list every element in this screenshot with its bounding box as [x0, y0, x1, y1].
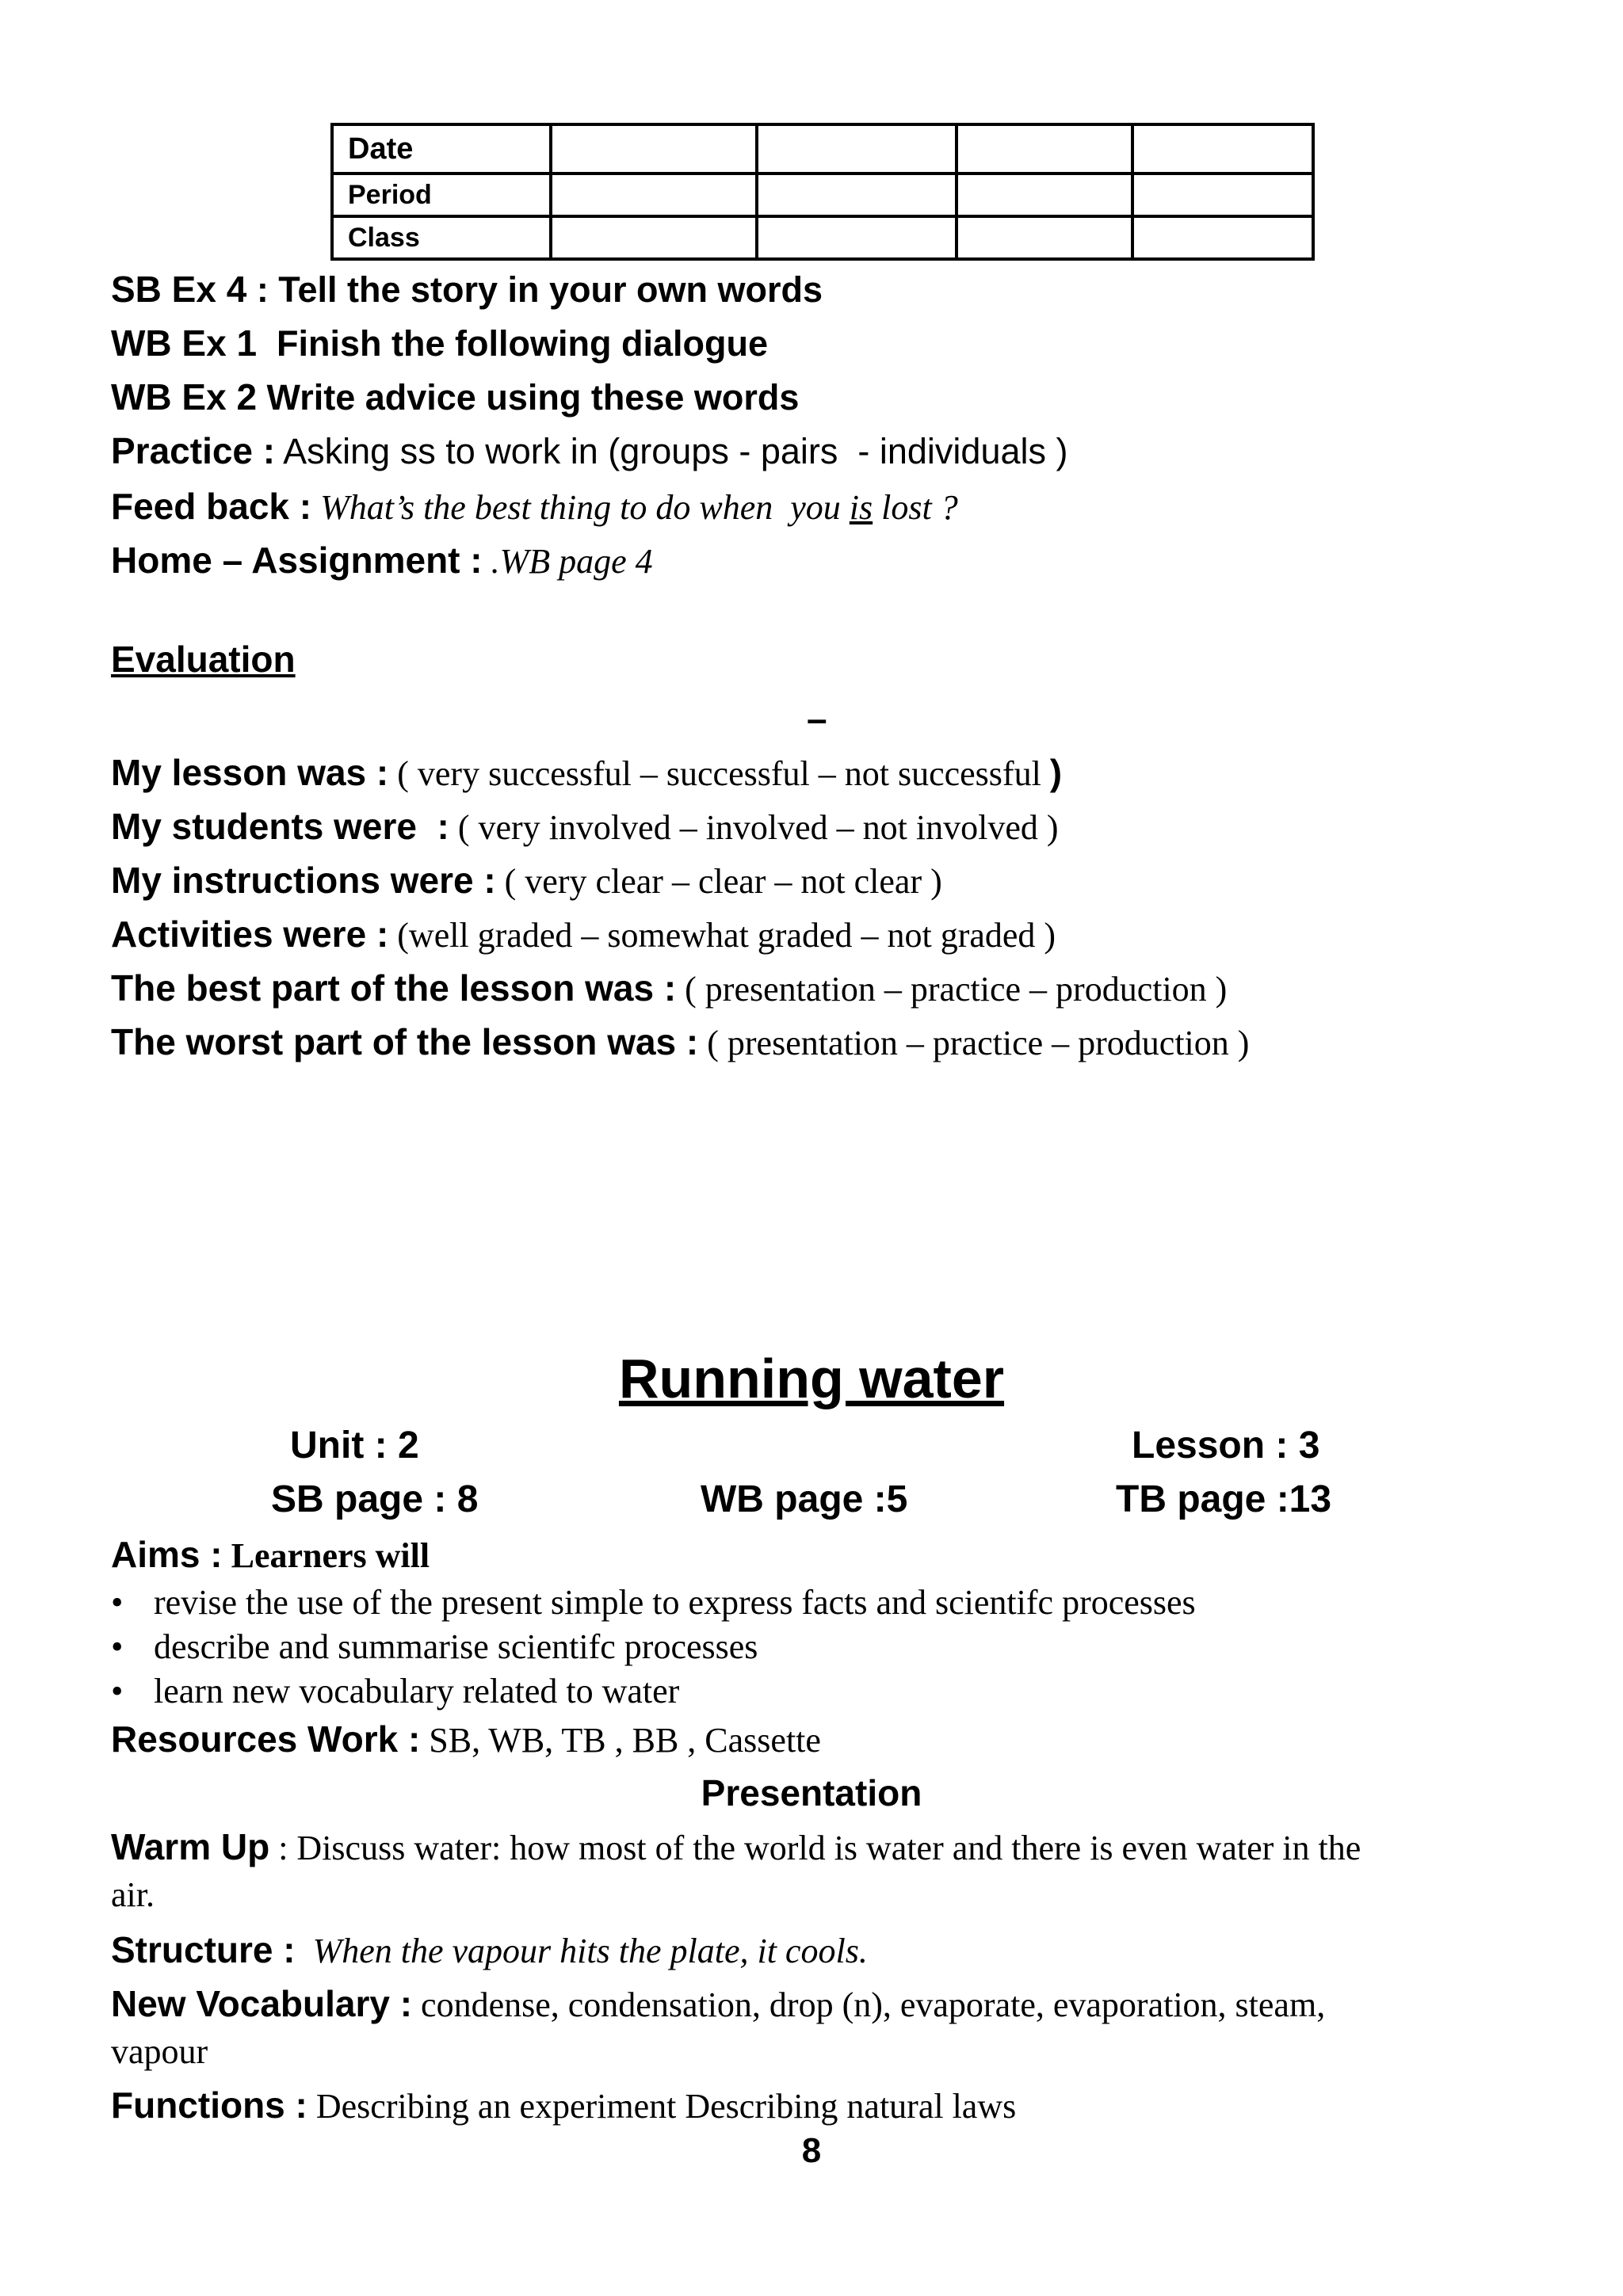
resources-label: Resources Work :	[111, 1718, 421, 1760]
period-cell	[957, 174, 1132, 216]
wb-ex2-text: Write advice using these words	[257, 377, 800, 418]
eval-label: My lesson was :	[111, 752, 389, 793]
eval-options: ( very clear – clear – not clear )	[495, 862, 942, 901]
class-cell	[551, 216, 757, 259]
date-cell	[551, 124, 757, 174]
eval-label: The best part of the lesson was :	[111, 967, 677, 1009]
header-table	[330, 123, 1315, 261]
wb-ex2-label: WB Ex 2	[111, 376, 258, 418]
feedback-text-a: What’s the best thing to do when you	[311, 488, 850, 527]
aims-bullet-text: describe and summarise scientifc processes	[154, 1627, 758, 1666]
functions-line	[111, 2084, 1016, 2126]
feedback-label: Feed back :	[111, 486, 312, 527]
sb-ex4-label: SB Ex 4	[111, 269, 247, 310]
period-label: Period	[332, 174, 551, 216]
aims-bullet-text: revise the use of the present simple to express facts and scientifc processes	[154, 1583, 1196, 1622]
eval-label: Activities were :	[111, 913, 389, 955]
home-assignment-label: Home – Assignment :	[111, 540, 483, 581]
warmup-text: : Discuss water: how most of the world is water and there is even water in the	[269, 1829, 1361, 1867]
wb-ex2-line	[111, 376, 799, 418]
date-cell	[757, 124, 957, 174]
period-cell	[1132, 174, 1313, 216]
eval-label: The worst part of the lesson was :	[111, 1021, 699, 1062]
feedback-line	[111, 485, 958, 528]
structure-label: Structure :	[111, 1929, 296, 1970]
practice-line	[111, 429, 1068, 472]
eval-item	[111, 1020, 1249, 1063]
tb-page: TB page :13	[1116, 1478, 1332, 1520]
sb-page: SB page : 8	[271, 1478, 479, 1520]
feedback-text-b: lost ?	[873, 488, 958, 527]
class-label: Class	[332, 216, 551, 259]
eval-options: ( presentation – practice – production )	[698, 1024, 1250, 1062]
period-cell	[757, 174, 957, 216]
wb-page: WB page :5	[701, 1478, 908, 1520]
period-cell	[551, 174, 757, 216]
functions-label: Functions :	[111, 2084, 307, 2126]
aims-bullet: • describe and summarise scientifc processes	[111, 1627, 758, 1666]
aims-bullet: • learn new vocabulary related to water	[111, 1672, 680, 1711]
presentation-heading: Presentation	[701, 1772, 922, 1814]
practice-label: Practice :	[111, 430, 276, 471]
date-cell	[957, 124, 1132, 174]
evaluation-heading: Evaluation	[111, 639, 296, 680]
eval-label: My students were :	[111, 806, 449, 847]
date-label: Date	[332, 124, 551, 174]
aims-text: Learners will	[222, 1536, 430, 1575]
eval-options: (well graded – somewhat graded – not graded )	[388, 916, 1056, 955]
eval-item	[111, 751, 1062, 794]
wb-ex1-line	[111, 322, 768, 364]
structure-line	[111, 1928, 868, 1971]
eval-item	[111, 967, 1227, 1009]
vocabulary-line	[111, 1982, 1325, 2025]
eval-label: My instructions were :	[111, 860, 496, 901]
home-assignment-line	[111, 539, 653, 582]
evaluation-dash: –	[807, 698, 827, 739]
eval-item	[111, 913, 1056, 955]
class-cell	[757, 216, 957, 259]
resources-line	[111, 1718, 821, 1760]
lesson-title: Running water	[618, 1348, 1005, 1409]
wb-ex1-label: WB Ex 1	[111, 322, 258, 364]
practice-text: Asking ss to work in (groups - pairs - individuals )	[275, 431, 1068, 471]
aims-bullet: • revise the use of the present simple to express facts and scientifc processes	[111, 1583, 1196, 1622]
eval-options: ( presentation – practice – production )	[676, 970, 1228, 1009]
resources-text: SB, WB, TB , BB , Cassette	[420, 1721, 821, 1760]
eval-options: ( very successful – successful – not successful	[388, 754, 1050, 793]
sb-ex4-line	[111, 268, 823, 311]
date-cell	[1132, 124, 1313, 174]
vocabulary-text-continued: vapour	[111, 2032, 208, 2071]
class-cell	[1132, 216, 1313, 259]
eval-item	[111, 859, 942, 902]
eval-item	[111, 805, 1059, 848]
class-cell	[957, 216, 1132, 259]
page-number: 8	[801, 2131, 822, 2170]
warmup-line	[111, 1825, 1361, 1868]
aims-line	[111, 1533, 430, 1576]
unit-label: Unit : 2	[290, 1425, 419, 1466]
functions-text: Describing an experiment Describing natural laws	[307, 2087, 1017, 2126]
aims-bullet-text: learn new vocabulary related to water	[154, 1672, 680, 1711]
eval-close-paren: )	[1049, 752, 1063, 793]
lesson-number: Lesson : 3	[1132, 1425, 1320, 1466]
sb-ex4-text: : Tell the story in your own words	[246, 269, 823, 310]
vocabulary-text: condense, condensation, drop (n), evaporate, evaporation, steam,	[412, 1985, 1326, 2024]
eval-options: ( very involved – involved – not involved )	[449, 808, 1059, 847]
home-assignment-text: .WB page 4	[482, 542, 653, 581]
structure-text: When the vapour hits the plate, it cools.	[295, 1932, 868, 1970]
warmup-label: Warm Up	[111, 1826, 270, 1867]
feedback-text-underlined: is	[849, 488, 873, 527]
aims-label: Aims :	[111, 1534, 223, 1575]
wb-ex1-text: Finish the following dialogue	[257, 323, 769, 364]
warmup-text-continued: air.	[111, 1875, 155, 1914]
vocabulary-label: New Vocabulary :	[111, 1983, 413, 2024]
